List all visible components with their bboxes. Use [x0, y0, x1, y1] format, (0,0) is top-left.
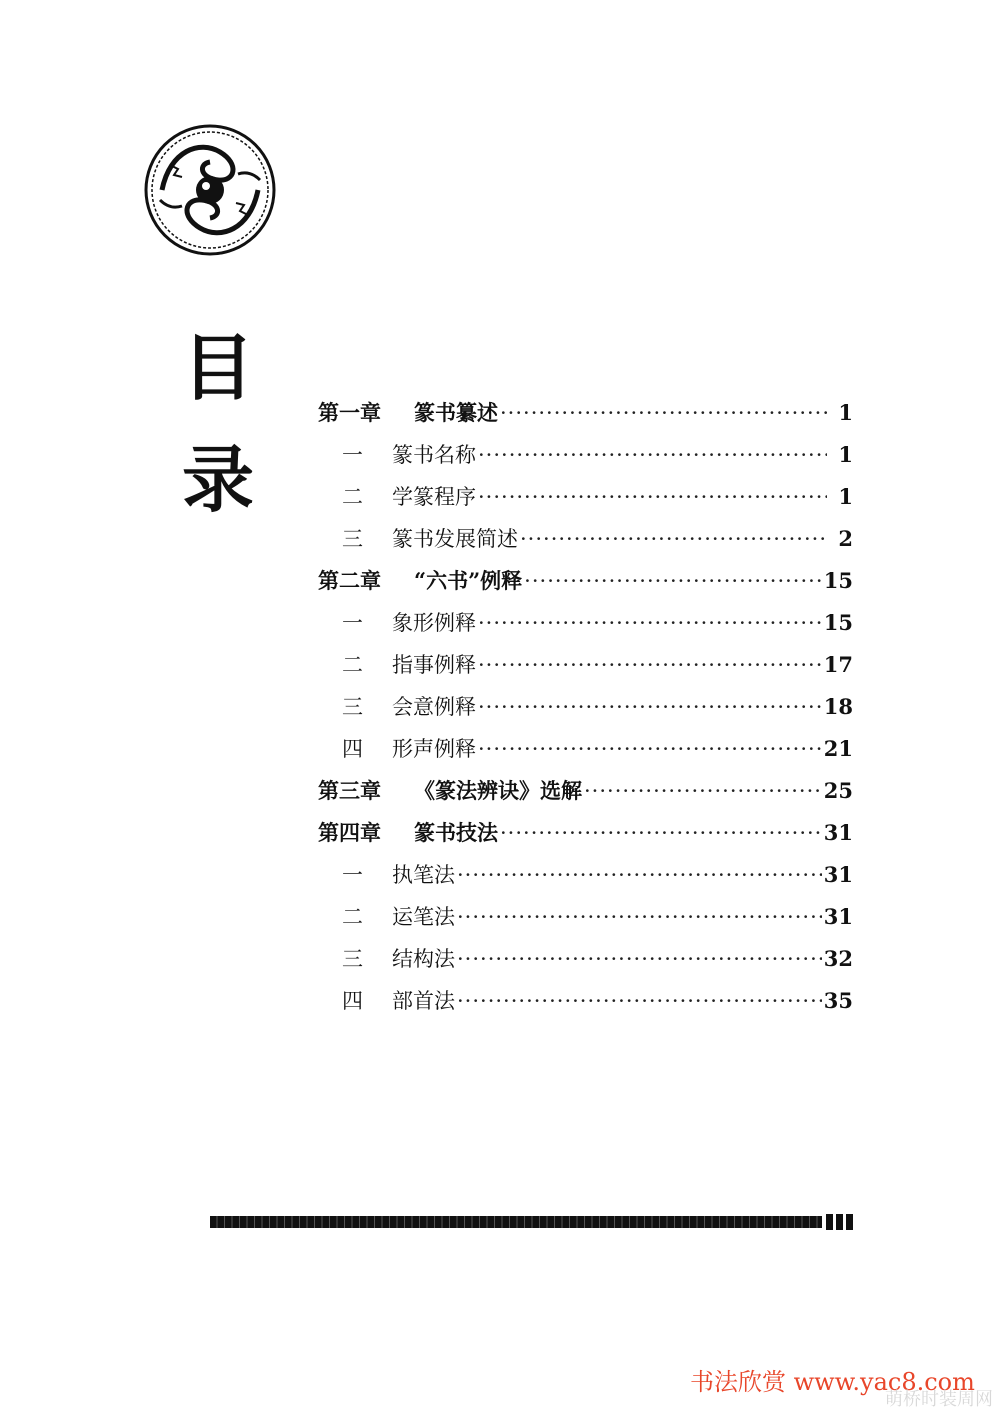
toc-label: 部首法 [392, 989, 455, 1013]
toc-leader-dots [478, 728, 822, 770]
toc-page-number: 2 [838, 526, 853, 551]
toc-number: 三 [342, 527, 363, 551]
toc-label: 《篆法辨诀》选解 [414, 778, 582, 803]
toc-page-number: 17 [823, 652, 853, 677]
toc-section-row[interactable] [318, 518, 853, 560]
toc-leader-dots [457, 938, 822, 980]
toc-label: 指事例释 [392, 653, 476, 677]
toc-section-row[interactable] [318, 854, 853, 896]
toc-page-number: 31 [823, 862, 853, 887]
toc-page-number: 25 [823, 778, 853, 803]
footer-ornament-marks [826, 1214, 856, 1234]
toc-number: 四 [342, 989, 363, 1013]
toc-chapter-row[interactable] [318, 560, 853, 602]
toc-page-number: 1 [838, 400, 853, 425]
toc-number: 三 [342, 695, 363, 719]
toc-number: 二 [342, 485, 363, 509]
toc-section-row[interactable] [318, 728, 853, 770]
toc-page-number: 15 [823, 568, 853, 593]
toc-number: 二 [342, 905, 363, 929]
toc-leader-dots [457, 854, 822, 896]
toc-section-row[interactable] [318, 602, 853, 644]
toc-leader-dots [524, 560, 822, 602]
toc-label: 形声例释 [392, 737, 476, 761]
toc-section-row[interactable] [318, 476, 853, 518]
toc-chapter-row[interactable] [318, 812, 853, 854]
toc-leader-dots [478, 602, 822, 644]
toc-leader-dots [478, 686, 822, 728]
toc-section-row[interactable] [318, 938, 853, 980]
toc-label: 执笔法 [392, 863, 455, 887]
toc-number: 一 [342, 863, 363, 887]
toc-label: 结构法 [392, 947, 455, 971]
table-of-contents [318, 392, 853, 1022]
footer-ornament-bar [210, 1216, 822, 1228]
toc-page-number: 31 [823, 904, 853, 929]
toc-number: 三 [342, 947, 363, 971]
toc-label: 篆书纂述 [414, 400, 498, 425]
toc-number: 第四章 [318, 820, 381, 845]
page-title-char-2: 录 [181, 438, 254, 522]
toc-leader-dots [478, 644, 822, 686]
toc-section-row[interactable] [318, 896, 853, 938]
toc-page-number: 35 [823, 988, 853, 1013]
toc-label: 会意例释 [392, 695, 476, 719]
page-title-char-1: 目 [181, 326, 254, 410]
toc-leader-dots [520, 518, 827, 560]
toc-leader-dots [478, 476, 827, 518]
toc-leader-dots [500, 812, 822, 854]
toc-leader-dots [500, 392, 827, 434]
toc-label: 运笔法 [392, 905, 455, 929]
toc-number: 一 [342, 443, 363, 467]
toc-leader-dots [457, 980, 822, 1022]
toc-number: 二 [342, 653, 363, 677]
toc-number: 第三章 [318, 778, 381, 803]
toc-number: 第一章 [318, 400, 381, 425]
toc-leader-dots [478, 434, 827, 476]
toc-chapter-row[interactable] [318, 770, 853, 812]
dragon-medallion-icon [140, 120, 280, 260]
toc-number: 第二章 [318, 568, 381, 593]
toc-page-number: 15 [823, 610, 853, 635]
toc-page-number: 32 [823, 946, 853, 971]
toc-label: 篆书名称 [392, 443, 476, 467]
toc-chapter-row[interactable] [318, 392, 853, 434]
toc-label: 篆书发展简述 [392, 527, 518, 551]
toc-section-row[interactable] [318, 434, 853, 476]
toc-leader-dots [584, 770, 822, 812]
watermark-text: 书法欣赏 www.yac8.com [690, 1368, 975, 1396]
toc-page-number: 18 [823, 694, 853, 719]
toc-page-number: 1 [838, 484, 853, 509]
toc-number: 四 [342, 737, 363, 761]
toc-label: “六书”例释 [414, 568, 523, 593]
toc-number: 一 [342, 611, 363, 635]
toc-page-number: 1 [838, 442, 853, 467]
toc-section-row[interactable] [318, 644, 853, 686]
toc-section-row[interactable] [318, 980, 853, 1022]
toc-page-number: 31 [823, 820, 853, 845]
toc-label: 象形例释 [392, 611, 476, 635]
toc-section-row[interactable] [318, 686, 853, 728]
toc-label: 篆书技法 [414, 820, 498, 845]
toc-leader-dots [457, 896, 822, 938]
watermark-site: 萌桥时装周网 [885, 1389, 993, 1410]
toc-page-number: 21 [823, 736, 853, 761]
toc-label: 学篆程序 [392, 485, 476, 509]
